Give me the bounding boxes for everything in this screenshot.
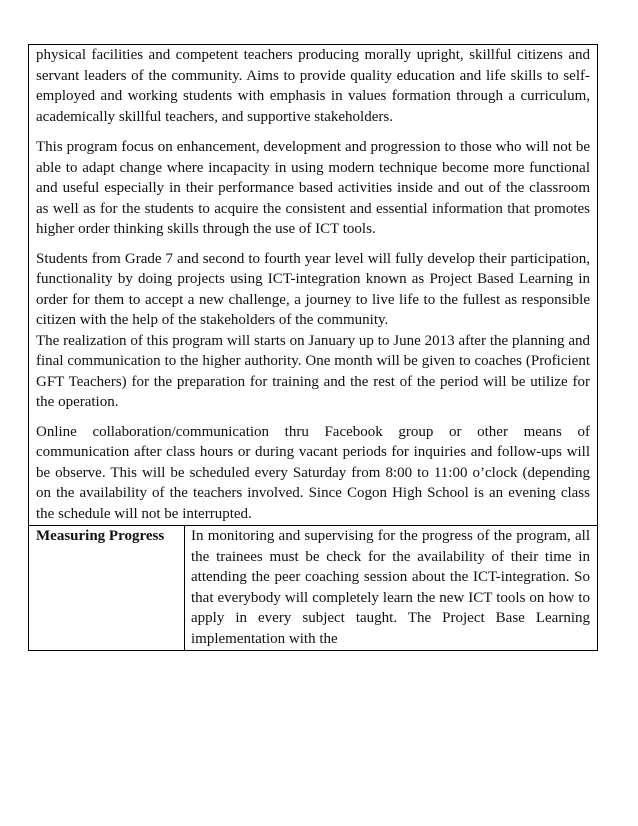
measuring-progress-row (28, 525, 598, 651)
paragraph-online-collaboration: Online collaboration/communication thru Facebook group or other means of communication after class hours or during vacant periods for inquiries and follow-ups will be observe. This will be scheduled every Saturday from 8:00 to 11:00 o’clock (depending on the availability of the teachers involved. Since Cogon High School is an evening class the schedule will not be interrupted. (36, 423, 590, 522)
narrative-cell (28, 44, 598, 525)
measuring-progress-body (185, 526, 597, 650)
measuring-progress-label: Measuring Progress (29, 526, 185, 650)
paragraph-realization: The realization of this program will starts on January up to June 2013 after the planning and final communication to the higher authority. One month will be given to coaches (Proficient GFT Teachers) for the preparation for training and the rest of the period will be utilize for the operation. (36, 332, 590, 410)
measuring-progress-text: In monitoring and supervising for the progress of the program, all the trainees must be check for the availability of their time in attending the peer coaching session about the ICT-integration. So that everybody will completely learn the new ICT tools on how to apply in every subject taught. The Project Base Learning implementation with the (191, 528, 590, 647)
paragraph-students: Students from Grade 7 and second to fourth year level will fully develop their participation, functionality by doing projects using ICT-integration known as Project Based Learning in order for them to accept a new challenge, a journey to live life to the fullest as responsible citizen with the help of the stakeholders of the community. (36, 250, 590, 328)
paragraph-program-focus: This program focus on enhancement, development and progression to those who will not be able to adapt change where incapacity in using modern technique become more functional and useful especially in their performance based activities inside and out of the classroom as well as for the students to acquire the consistent and essential information that promotes higher order thinking skills through the use of ICT tools. (36, 139, 590, 237)
paragraph-intro: physical facilities and competent teachers producing morally upright, skillful citizens and servant leaders of the community. Aims to provide quality education and life skills to self-employed and working students with emphasis in values formation through a curriculum, academically skillful teachers, and supportive stakeholders. (36, 47, 590, 125)
document-table (28, 44, 598, 651)
